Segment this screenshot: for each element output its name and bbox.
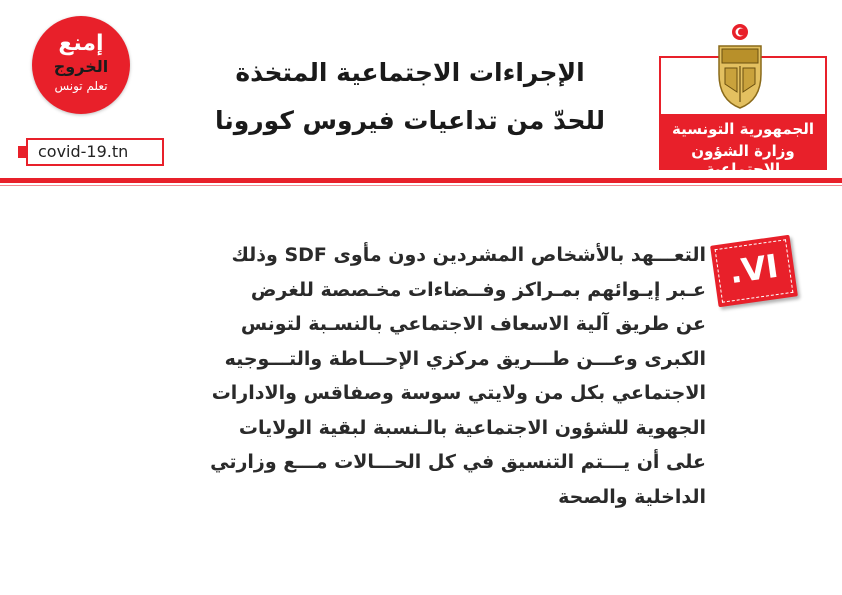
body-line: عـبر إيـوائهم بمـراكز وفــضاءات مخـصصة للغرض	[250, 278, 706, 301]
body-line: الجهوية للشؤون الاجتماعية بالـنسبة لبقية الولايات	[238, 416, 706, 439]
body-line: عن طريق آلية الاسعاف الاجتماعي بالنسـبة لتونس	[240, 313, 706, 335]
page-title-line-2: للحدّ من تداعيات فيروس كورونا	[214, 106, 606, 135]
header-divider-shadow	[0, 185, 842, 186]
logo-line-ministry: وزارة الشؤون الاجتماعية	[691, 142, 795, 178]
header-divider	[0, 178, 842, 183]
body-line: الكبرى وعـــن طـــريق مركزي الإحـــاطة والتـــوجيه	[224, 347, 706, 370]
logo-line-republic: الجمهورية التونسية	[672, 120, 814, 138]
body-line: التعـــهد بالأشخاص المشردين دون مأوى SDF وذلك	[231, 244, 706, 266]
stay-home-campaign-badge	[32, 16, 130, 114]
ministry-logo	[659, 56, 827, 178]
campaign-line-2: الخروج	[53, 57, 109, 76]
campaign-line-3: تعلم تونس	[54, 79, 108, 93]
campaign-line-1: إمنع	[58, 31, 104, 56]
body-line: الاجتماعي بكل من ولايتي سوسة وصفاقس والادارات	[211, 382, 706, 404]
tunisia-coat-of-arms-icon	[713, 22, 767, 110]
body-line: الداخلية والصحة	[558, 485, 706, 508]
body-line: على أن يـــتم التنسيق في كل الحـــالات مـــع وزارتي	[210, 451, 706, 473]
page-title-line-1: الإجراءات الاجتماعية المتخذة	[235, 58, 585, 87]
website-url-box[interactable]	[26, 138, 164, 166]
section-number: .VI	[726, 246, 781, 292]
section-number-badge	[710, 235, 798, 308]
section-body-text	[170, 238, 706, 514]
website-url: covid-19.tn	[38, 142, 129, 161]
url-accent-mark	[18, 146, 28, 158]
